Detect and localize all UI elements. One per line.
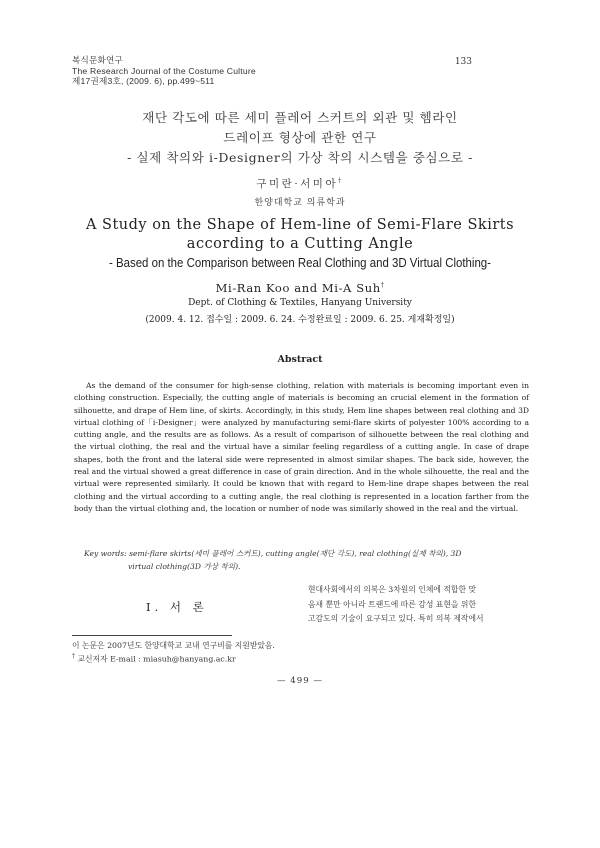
- keywords-line-1: semi-flare skirts(세미 플레어 스커트), cutting angle(재단 각도), real clothing(실제 착의), 3D: [129, 549, 462, 558]
- korean-authors-names: 구미란·서미아: [256, 178, 339, 190]
- footnote-email: 교신저자 E-mail : miasuh@hanyang.ac.kr: [77, 654, 236, 664]
- footnote-mark: †: [72, 653, 75, 660]
- section-heading-introduction: Ⅰ. 서 론: [146, 600, 208, 614]
- introduction-body: [308, 583, 530, 627]
- english-department: Dept. of Clothing & Textiles, Hanyang University: [188, 298, 412, 308]
- abstract-body: As the demand of the consumer for high-sense clothing, relation with materials is becoming important even in clothing construction. Especially, the cutting angle of materials is becoming an crucial element in the formation of silhouette, and drape of Hem line, of skirts. Accordingly, in this study, Hem line shapes between real clothing and 3D virtual clothing of「i-Designer」were analyzed by manufacturing semi-flare skirts of polyester 100% according to a cutting angle, and the results are as follows. As a result of comparison of silhouette between the real clothing and the virtual clothing, the real and the virtual have a similar feeling regardless of a cutting angle. In case of drape shapes, both the front and the lateral side were represented in almost similar shapes. The back side, however, the real and the virtual showed a great difference in case of grain direction. And in the whole silhouette, the real and the virtual were represented similarly. It could be known that with regard to Hem-line drape shapes between the real clothing and the virtual according to a cutting angle, the real clothing is represented in a location farther from the body than the virtual clothing and, the location or number of node was similarly showed in the real and the virtual.: [74, 381, 529, 513]
- journal-name-korean: 복식문화연구: [72, 55, 124, 65]
- korean-authors: [60, 176, 540, 191]
- english-title-line-2: according to a Cutting Angle: [186, 236, 414, 252]
- submission-dates: (2009. 4. 12. 접수일 : 2009. 6. 24. 수정완료일 : 2009. 6. 25. 게재확정일): [145, 315, 455, 325]
- introduction-line-1: 현대사회에서의 의복은 3차원의 인체에 적합한 맞: [308, 585, 476, 594]
- page-number: 133: [454, 57, 472, 67]
- introduction-line-3: 고감도의 기술이 요구되고 있다. 특히 의복 제작에서: [308, 614, 484, 624]
- korean-affiliation: 한양대학교 의류학과: [254, 198, 346, 208]
- abstract-heading: Abstract: [277, 354, 323, 365]
- corresponding-author-mark: †: [338, 177, 344, 185]
- korean-title-line-3: - 실제 착의와 i-Designer의 가상 착의 시스템을 중심으로 -: [127, 150, 473, 165]
- keywords-line-2: virtual clothing(3D 가상 착의).: [128, 561, 241, 571]
- english-title-line-1: A Study on the Shape of Hem-line of Semi-Flare Skirts: [85, 217, 515, 233]
- keywords: [84, 548, 529, 573]
- journal-name-english: The Research Journal of the Costume Culture: [72, 65, 256, 76]
- journal-header: [72, 55, 256, 87]
- korean-title-line-2: 드레이프 형상에 관한 연구: [223, 130, 377, 145]
- footnote-funding: 이 논문은 2007년도 한양대학교 교내 연구비를 지원받았음.: [72, 641, 275, 650]
- introduction-line-2: 음새 뿐만 아니라 트랜드에 따른 감성 표현을 위한: [308, 599, 476, 609]
- footnote-corresponding-author: [72, 653, 236, 665]
- korean-title-line-1: 재단 각도에 따른 세미 플레어 스커트의 외관 및 헴라인: [142, 110, 458, 125]
- volume-info: 제17권제3호, (2009. 6), pp.499~511: [72, 76, 215, 86]
- english-authors: [60, 281, 540, 295]
- page-folio: — 499 —: [276, 676, 324, 686]
- keywords-label: Key words:: [84, 549, 127, 558]
- english-corresponding-mark: †: [380, 282, 385, 290]
- english-authors-names: Mi-Ran Koo and Mi-A Suh: [215, 281, 381, 295]
- footnote-divider: [72, 635, 232, 636]
- english-subtitle: - Based on the Comparison between Real Clothing and 3D Virtual Clothing-: [108, 255, 491, 270]
